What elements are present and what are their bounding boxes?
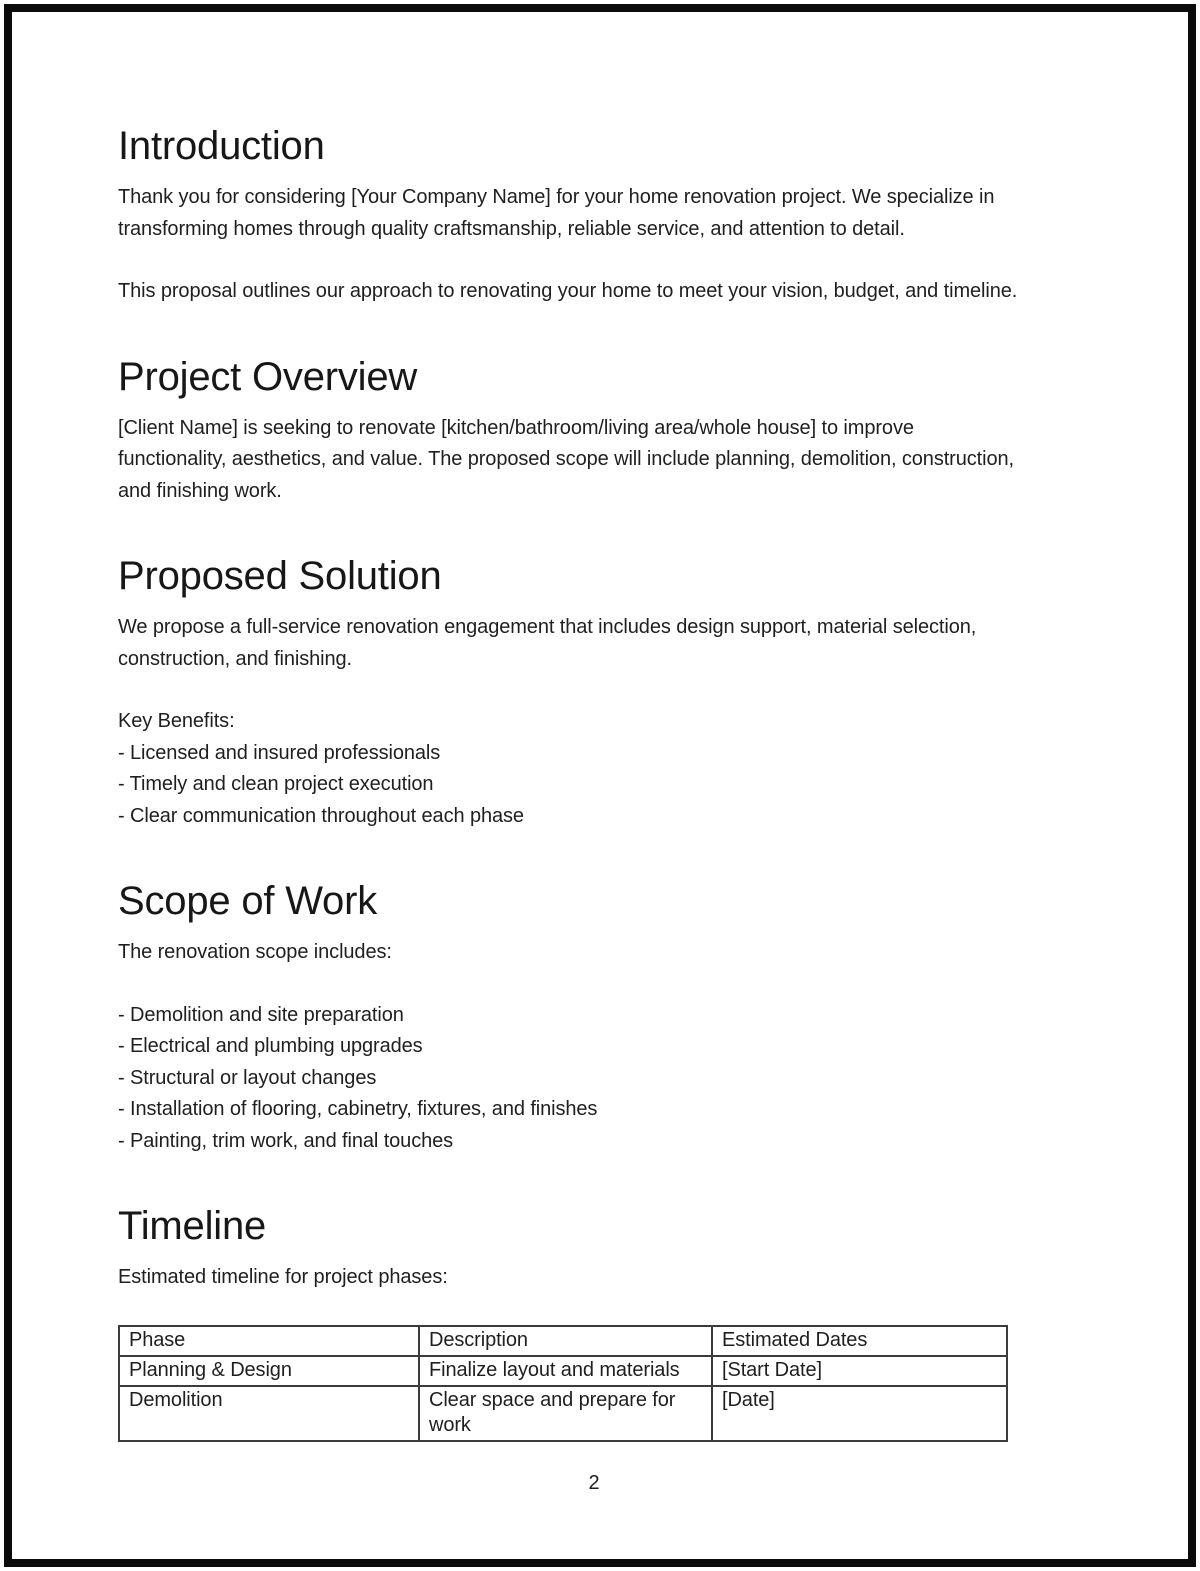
heading-proposed-solution: Proposed Solution (118, 554, 442, 598)
column-header-estimated-dates: Estimated Dates (712, 1326, 1007, 1356)
section-introduction (118, 120, 1070, 308)
text-line: Estimated timeline for project phases: (118, 1266, 448, 1288)
list-item: - Installation of flooring, cabinetry, fixtures, and finishes (118, 1098, 598, 1120)
list-item: - Licensed and insured professionals (118, 741, 441, 764)
text-line: Thank you for considering [Your Company Name] for your home renovation project. We specialize in (118, 186, 995, 208)
section-scope-of-work (118, 875, 1070, 1157)
text-line: transforming homes through quality craftsmanship, reliable service, and attention to detail. (118, 217, 905, 240)
cell-description: Finalize layout and materials (419, 1356, 712, 1386)
paragraph (118, 413, 1070, 508)
text-line: We propose a full-service renovation engagement that includes design support, material selection, (118, 616, 977, 638)
list-label: Key Benefits: (118, 710, 235, 732)
text-line: The renovation scope includes: (118, 941, 392, 963)
column-header-phase: Phase (119, 1326, 419, 1356)
cell-phase: Planning & Design (119, 1356, 419, 1386)
text-line: [Client Name] is seeking to renovate [kitchen/bathroom/living area/whole house] to improve (118, 416, 914, 439)
paragraph (118, 937, 1070, 969)
table-row (119, 1356, 1007, 1386)
paragraph (118, 1262, 1070, 1294)
text-line: construction, and finishing. (118, 647, 353, 670)
heading-introduction: Introduction (118, 124, 325, 168)
list-item: - Clear communication throughout each phase (118, 804, 524, 827)
table-row (119, 1386, 1007, 1441)
list-item: - Electrical and plumbing upgrades (118, 1035, 423, 1057)
cell-dates: [Start Date] (712, 1356, 1007, 1386)
timeline-table (118, 1325, 1008, 1442)
cell-description: Clear space and prepare for work (419, 1386, 712, 1441)
paragraph (118, 276, 1070, 308)
text-line: This proposal outlines our approach to renovating your home to meet your vision, budget, and timeline. (118, 280, 1018, 302)
section-timeline (118, 1200, 1070, 1442)
text-line: and finishing work. (118, 479, 282, 502)
list-item: - Painting, trim work, and final touches (118, 1129, 454, 1152)
cell-phase: Demolition (119, 1386, 419, 1441)
table-header-row (119, 1326, 1007, 1356)
scope-list (118, 1000, 1070, 1158)
heading-project-overview: Project Overview (118, 354, 418, 399)
page-content (118, 12, 1070, 1497)
list-item: - Timely and clean project execution (118, 773, 434, 795)
cell-dates: [Date] (712, 1386, 1007, 1441)
paragraph (118, 182, 1070, 245)
paragraph (118, 612, 1070, 675)
section-project-overview (118, 351, 1070, 508)
heading-timeline: Timeline (118, 1204, 267, 1248)
list-item: - Structural or layout changes (118, 1066, 377, 1089)
page-number: 2 (588, 1471, 600, 1494)
section-proposed-solution (118, 550, 1070, 832)
text-line: functionality, aesthetics, and value. The proposed scope will include planning, demolition, construction, (118, 448, 1014, 470)
column-header-description: Description (419, 1326, 712, 1356)
heading-scope-of-work: Scope of Work (118, 879, 378, 923)
list-item: - Demolition and site preparation (118, 1003, 404, 1026)
key-benefits-list (118, 706, 1070, 832)
